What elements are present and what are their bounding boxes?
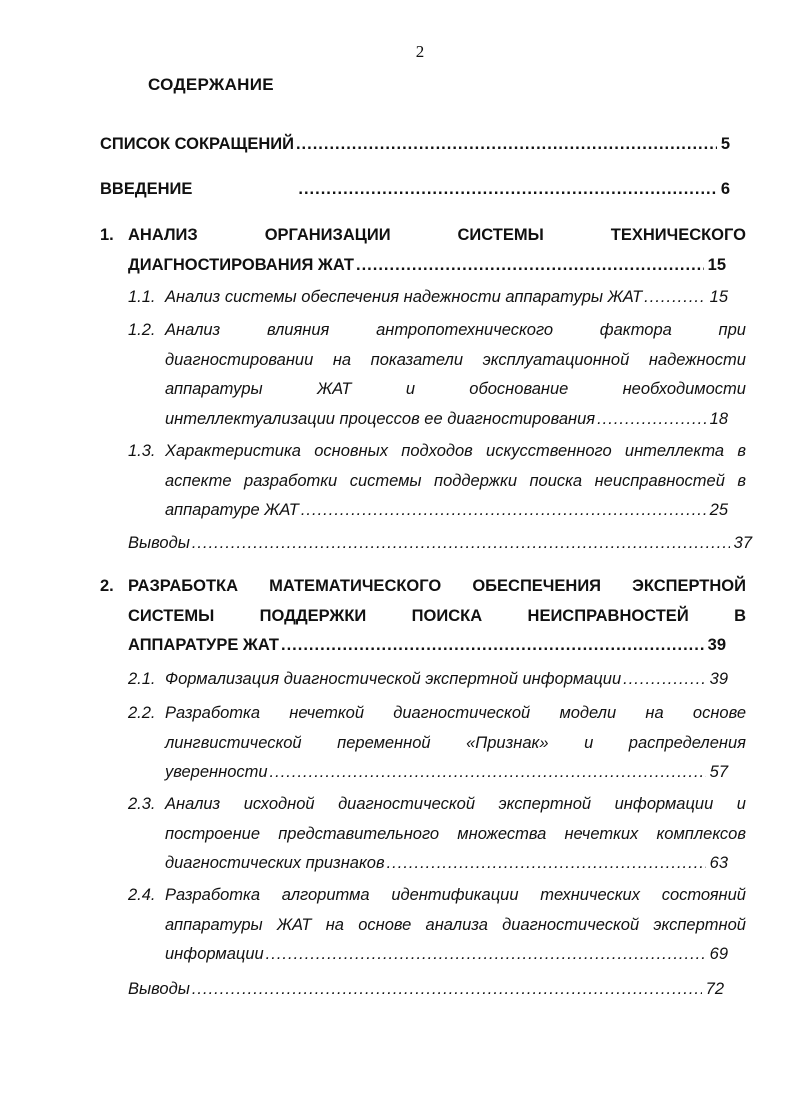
leader-dots xyxy=(301,496,706,526)
toc-conclusions-1[interactable]: Выводы ..... 37 xyxy=(128,529,752,559)
section-number: 2.1. xyxy=(128,670,156,688)
leader-dots xyxy=(356,251,704,281)
leader-dots xyxy=(270,758,706,788)
toc-section-2-2[interactable]: 2.2. Разработка нечеткой диагностической модели на основе лингвистической переменной «Признак» и распределения уверенности ..... 57 xyxy=(128,699,746,788)
toc-conclusions-2[interactable]: Выводы ..... 72 xyxy=(128,975,724,1005)
toc-section-2-3[interactable]: 2.3. Анализ исходной диагностической экспертной информации и построение представительного множества нечетких комплексов диагностических признаков ..... 63 xyxy=(128,790,746,879)
leader-dots xyxy=(192,975,702,1005)
toc-chapter-1[interactable]: 1. АНАЛИЗ ОРГАНИЗАЦИИ СИСТЕМЫ ТЕХНИЧЕСКОГО ДИАГНОСТИРОВАНИЯ ЖАТ ..... 15 xyxy=(100,221,746,280)
chapter-number: 1. xyxy=(100,226,114,244)
toc-page-number: 39 xyxy=(709,670,728,688)
leader-dots xyxy=(298,175,716,205)
toc-page-number: 37 xyxy=(733,534,752,552)
toc-entry-text: СПИСОК СОКРАЩЕНИЙ xyxy=(100,135,294,153)
leader-dots xyxy=(296,130,717,160)
leader-dots xyxy=(192,529,730,559)
toc-section-1-1[interactable]: 1.1. Анализ системы обеспечения надежности аппаратуры ЖАТ ..... 15 xyxy=(128,283,728,313)
toc-page-number: 15 xyxy=(709,288,728,306)
section-number: 1.2. xyxy=(128,321,156,339)
section-number: 2.3. xyxy=(128,795,156,813)
toc-section-1-2[interactable]: 1.2. Анализ влияния антропотехнического фактора при диагностировании на показатели эксплуатационной надежности аппаратуры ЖАТ и обоснование необходимости интеллектуализации процессов ее диагностирования ..... 18 xyxy=(128,316,746,434)
toc-chapter-2[interactable]: 2. РАЗРАБОТКА МАТЕМАТИЧЕСКОГО ОБЕСПЕЧЕНИЯ ЭКСПЕРТНОЙ СИСТЕМЫ ПОДДЕРЖКИ ПОИСКА НЕИСПРАВНОСТЕЙ В АППАРАТУРЕ ЖАТ ..... 39 xyxy=(100,572,746,661)
toc-entry-introduction[interactable] xyxy=(100,175,730,205)
toc-page-number: 25 xyxy=(709,501,728,519)
toc-section-2-1[interactable]: 2.1. Формализация диагностической экспертной информации ..... 39 xyxy=(128,665,728,695)
leader-dots xyxy=(266,940,706,970)
leader-dots xyxy=(644,283,705,313)
toc-page-number: 5 xyxy=(720,135,730,153)
toc-page-number: 39 xyxy=(707,636,726,654)
toc-entry-abbreviations[interactable] xyxy=(100,130,730,160)
leader-dots xyxy=(623,665,706,695)
section-number: 1.1. xyxy=(128,288,156,306)
page-number: 2 xyxy=(415,42,425,61)
section-number: 1.3. xyxy=(128,442,156,460)
toc-page-number: 69 xyxy=(709,945,728,963)
toc-page-number: 63 xyxy=(709,854,728,872)
toc-title: СОДЕРЖАНИЕ xyxy=(148,75,274,94)
leader-dots xyxy=(387,849,706,879)
section-number: 2.4. xyxy=(128,886,156,904)
toc-page-number: 6 xyxy=(720,180,730,198)
toc-page-number: 57 xyxy=(709,763,728,781)
toc-entry-text: ВВЕДЕНИЕ xyxy=(100,180,193,198)
chapter-number: 2. xyxy=(100,577,114,595)
toc-page-number: 18 xyxy=(709,409,728,428)
toc-page-number: 72 xyxy=(705,980,724,998)
leader-dots xyxy=(597,405,706,435)
toc-section-1-3[interactable]: 1.3. Характеристика основных подходов искусственного интеллекта в аспекте разработки системы поддержки поиска неисправностей в аппаратуре ЖАТ ..... 25 xyxy=(128,437,746,526)
section-number: 2.2. xyxy=(128,704,156,722)
leader-dots xyxy=(281,631,704,661)
toc-section-2-4[interactable]: 2.4. Разработка алгоритма идентификации технических состояний аппаратуры ЖАТ на основе анализа диагностической экспертной информации ..... 69 xyxy=(128,881,746,970)
toc-page-number: 15 xyxy=(707,255,726,274)
